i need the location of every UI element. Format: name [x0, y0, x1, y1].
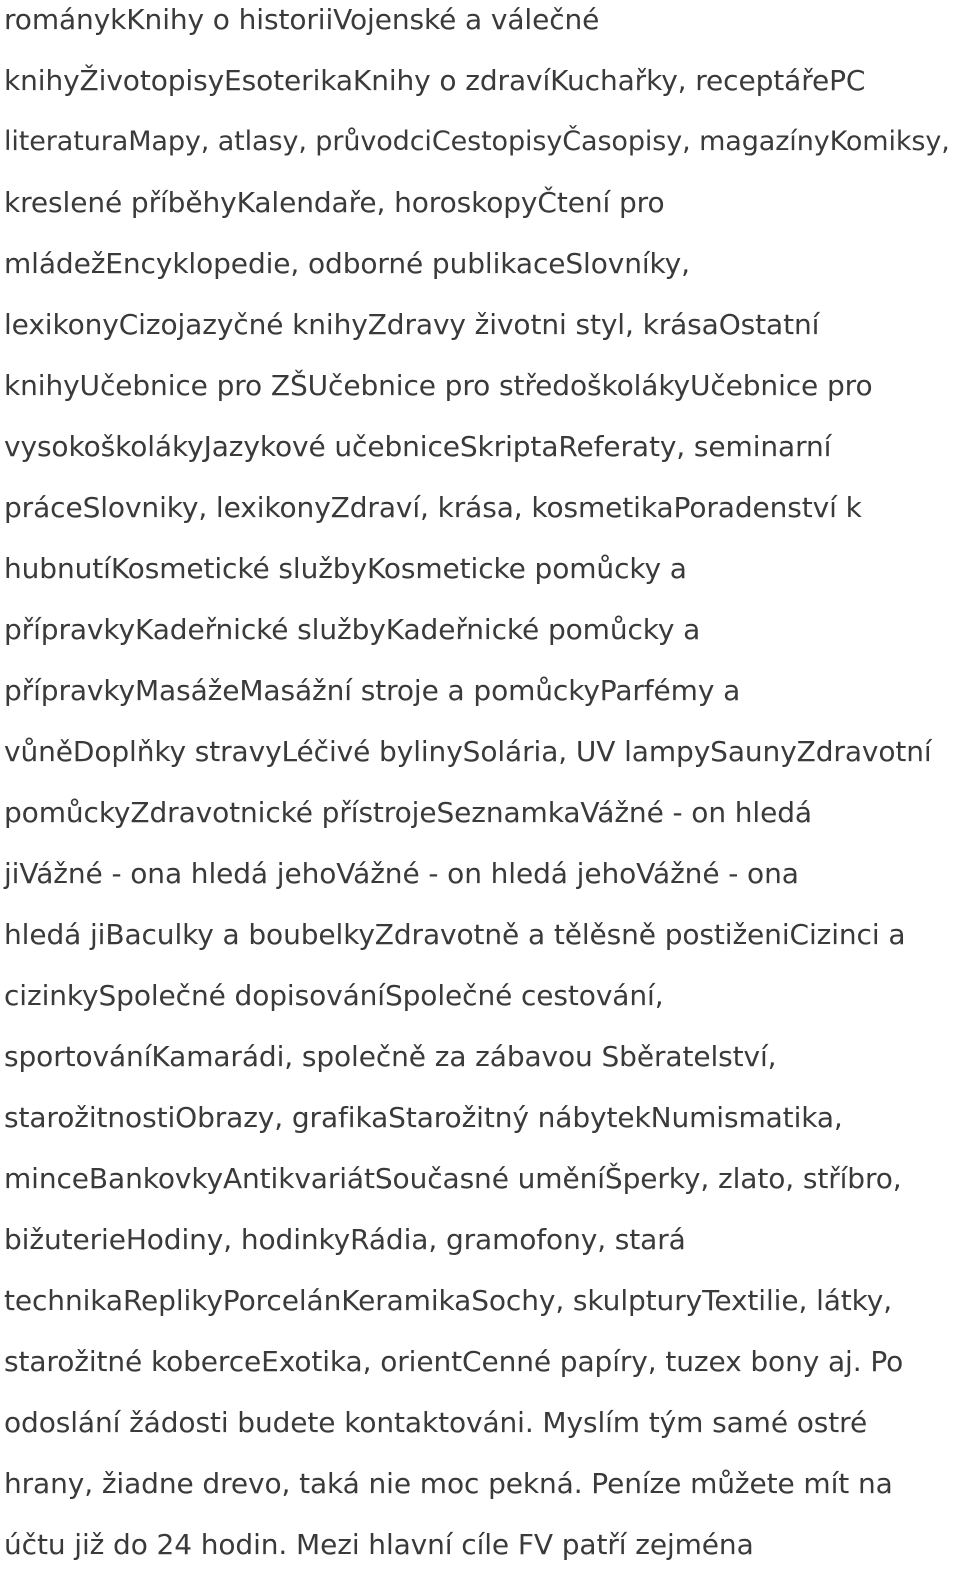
text-line-14: pomůckyZdravotnické přístrojeSeznamkaVážné - on hledá [4, 796, 812, 829]
text-line-19: starožitnostiObrazy, grafikaStarožitný nábytekNumismatika, [4, 1101, 843, 1134]
text-line-23: starožitné kobercеExotika, orientCenné papíry, tuzex bony aj. Po [4, 1345, 904, 1378]
text-line-21: bižuterieHodiny, hodinkyRádia, gramofony, stará [4, 1223, 686, 1256]
text-line-15: jiVážné - ona hledá jehoVážné - on hledá jehoVážné - ona [4, 857, 799, 890]
text-line-3: literaturaMapy, atlasy, průvodciCestopisyČasopisy, magazínyKomiksy, [4, 126, 950, 157]
text-line-2: knihyŽivotopisyEsoterikaKnihy o zdravíKuchařky, receptářePC [4, 64, 866, 97]
text-line-12: přípravkyMasážeMasážní stroje a pomůckyParfémy a [4, 674, 741, 707]
text-line-22: technikaReplikyPorcelánKeramikaSochy, skulpturyTextilie, látky, [4, 1284, 893, 1317]
text-line-18: sportováníKamarádi, společně za zábavou Sběratelství, [4, 1040, 777, 1073]
text-line-4: kreslené příběhyKalendaře, horoskopyČtení pro [4, 186, 665, 219]
text-line-17: cizinkySpolečné dopisováníSpolečné cestování, [4, 979, 664, 1012]
text-line-9: práceSlovniky, lexikonyZdraví, krása, kosmetikaPoradenství k [4, 491, 862, 524]
text-line-11: přípravkyKadeřnické službyKadeřnické pomůcky a [4, 613, 701, 646]
text-line-16: hledá jiBaculky a boubelkyZdravotně a tělěsně postiženiCizinci a [4, 918, 906, 951]
text-line-1: románykKnihy o historiiVojenské a válečné [4, 3, 600, 36]
text-line-6: lexikonyCizojazyčné knihyZdravy životni styl, krásaOstatní [4, 308, 820, 341]
text-line-10: hubnutíKosmetické službyKosmeticke pomůcky a [4, 552, 687, 585]
text-line-25: hrany, žiadne drevo, taká nie moc pekná. Peníze můžete mít na [4, 1467, 893, 1500]
text-line-20: minceBankovkyAntikvariátSoučasné uměníŠperky, zlato, stříbro, [4, 1162, 902, 1195]
text-line-7: knihyUčebnice pro ZŠUčebnice pro středoškolákyUčebnice pro [4, 369, 873, 402]
text-line-13: vůněDoplňky stravyLéčivé bylinySolária, UV lampySaunyZdravotní [4, 735, 932, 768]
text-line-26: účtu již do 24 hodin. Mezi hlavní cíle FV patří zejména [4, 1528, 754, 1561]
text-line-24: odoslání žádosti budete kontaktováni. Myslím tým samé ostré [4, 1406, 868, 1439]
text-line-5: mládežEncyklopedie, odborné publikaceSlovníky, [4, 247, 690, 280]
text-line-8: vysokoškolákyJazykové učebniceSkriptaReferaty, seminarní [4, 430, 832, 463]
